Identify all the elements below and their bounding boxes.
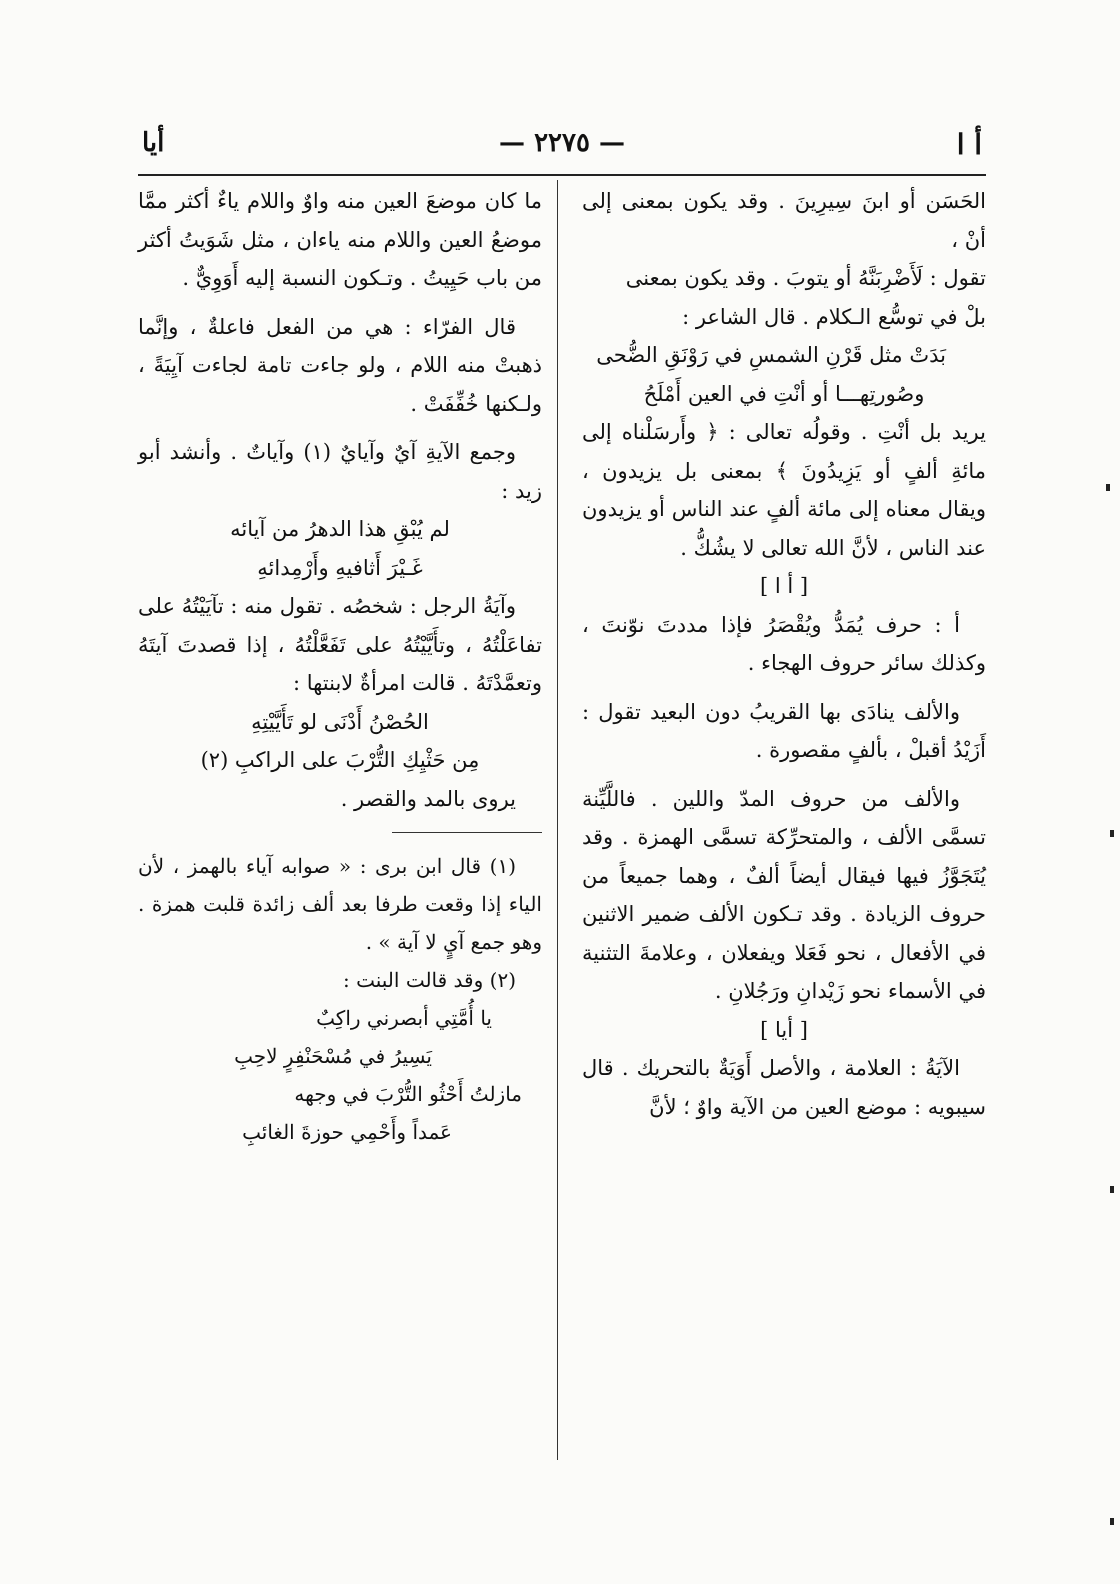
page-header [138, 128, 986, 168]
footnote-2: (٢) وقد قالت البنت : [343, 968, 516, 992]
section-heading: [ أيا ] [760, 1017, 808, 1042]
paragraph: وجمع الآيةِ آيٌ وآيايٌ (١) وآياتٌ . وأنشد أبو زيد : [138, 440, 542, 503]
scan-mark [1110, 1186, 1114, 1193]
verse-line: لم يُبْقِ هذا الدهرُ من آيائه [230, 517, 450, 541]
paragraph: يروى بالمد والقصر . [340, 786, 516, 811]
paragraph: أ : حرف يُمَدُّ ويُقْصَرُ فإذا مددتَ نوّنتَ ، وكذلك سائر حروف الهجاء . [582, 612, 986, 675]
paragraph: والألف ينادَى بها القريبُ دون البعيد تقول : أَزَيْدُ أقبلْ ، بألفٍ مقصورة . [582, 699, 986, 762]
footnote-verse: عَمداً وأَحْمِي حوزةَ الغائبِ [242, 1120, 452, 1144]
text-line: بلْ في توسُّع الـكلام . قال الشاعر : [682, 304, 986, 329]
section-heading: [ أ ا ] [759, 574, 809, 598]
verse-line: الحُصْنُ أَدْنَى لو تَأَيَّيْتِهِ [251, 709, 429, 734]
scan-mark [1106, 484, 1110, 491]
verse-line: غَـيْرَ أَثافيهِ وأَرْمِدائهِ [257, 555, 423, 580]
paragraph: وآيَةُ الرجل : شخصُه . تقول منه : تآيَيْتُهُ على تفاعَلْتُهُ ، وتأَيَّيْتُهُ على تَفَعَّلْتُهُ ، إذا قصدتَ آيتَهُ وتعمَّدْتَهُ . قالت امرأةٌ لابنتها : [138, 594, 542, 695]
right-column [582, 182, 986, 1126]
paragraph: يريد بل أنْتِ . وقولُه تعالى : ﴿ وأَرسَلْناه إلى مائةِ ألفٍ أو يَزِيدُونَ ﴾ بمعنى بل يزيدون ، ويقال معناه إلى مائة ألفٍ عند الناس أو يزيدون عند الناس ، لأنَّ الله تعالى لا يشُكُّ . [582, 420, 986, 560]
paragraph: والألف من حروف المدّ واللين . فاللَّيِّنة تسمَّى الألف ، والمتحرِّكة تسمَّى الهمزة . وقد يُتَجَوَّزُ فيها فيقال أيضاً ألفٌ ، وهما جميعاً من حروف الزيادة . وقد تـكون الألف ضمير الاثنين في الأفعال ، نحو فَعَلا ويفعلان ، وعلامةَ التثنية في الأسماء نحو زَيْدانِ ورَجُلانِ . [582, 786, 986, 1003]
left-column [138, 182, 542, 1151]
footnote-verse: مازلتُ أَحْثُو التُّرْبَ في وجهه [294, 1082, 522, 1106]
verse-line: مِن حَثْيِكِ التُّرْبَ على الراكبِ (٢) [200, 748, 480, 772]
paragraph: الآيَةُ : العلامة ، والأصل أَوَيَةٌ بالتحريك . قال سيبويه : موضع العين من الآية واوٌ ؛ لأنَّ [582, 1056, 986, 1119]
column-divider [557, 180, 558, 1460]
verse-line: وصُورتِهـــا أو أنْتِ في العين أَمْلَحُ [643, 381, 925, 406]
verse-line: بَدَتْ مثل قَرْنِ الشمسِ في رَوْنَقِ الضُّحى [596, 343, 946, 367]
paragraph: قال الفرّاء : هي من الفعل فاعلةٌ ، وإنَّما ذهبتْ منه اللام ، ولو جاءت تامة لجاءت آيِيَةً ، ولـكنها خُفِّفَتْ . [138, 314, 542, 416]
paragraph: ما كان موضعَ العين منه واوٌ واللام ياءٌ أكثر ممَّا موضعُ العين واللام منه ياءان ، مثل شَوَيتُ أكثر من باب حَيِيتُ . وتـكون النسبة إليه أَوَوِيٌّ . [138, 189, 542, 290]
header-rule [138, 174, 986, 176]
text-line: تقول : لَأَضْرِبَنَّهُ أو يتوبَ . وقد يكون بمعنى [625, 266, 986, 290]
footnotes [138, 847, 542, 1151]
footnote-verse: يا أُمَّتِي أبصرني راكِبٌ [316, 1006, 492, 1030]
page-number: — ٢٢٧٥ — [499, 128, 625, 158]
footnote-separator [392, 832, 542, 833]
footnote-1: (١) قال ابن برى : « صوابه آياء بالهمز ، لأن الياء إذا وقعت طرفا بعد ألف زائدة قلبت همزة . وهو جمع آيٍ لا آية » . [138, 854, 542, 954]
header-right-word: أ ا [956, 128, 982, 161]
scan-mark [1110, 830, 1114, 837]
header-left-word: أيا [142, 128, 165, 158]
scan-mark [1110, 1518, 1114, 1525]
footnote-verse: يَسِيرُ في مُسْحَنْفِرٍ لاحِبِ [234, 1044, 432, 1068]
text-line: الحَسَن أو ابنَ سِيرِينَ . وقد يكون بمعنى إلى أنْ ، [582, 189, 986, 252]
